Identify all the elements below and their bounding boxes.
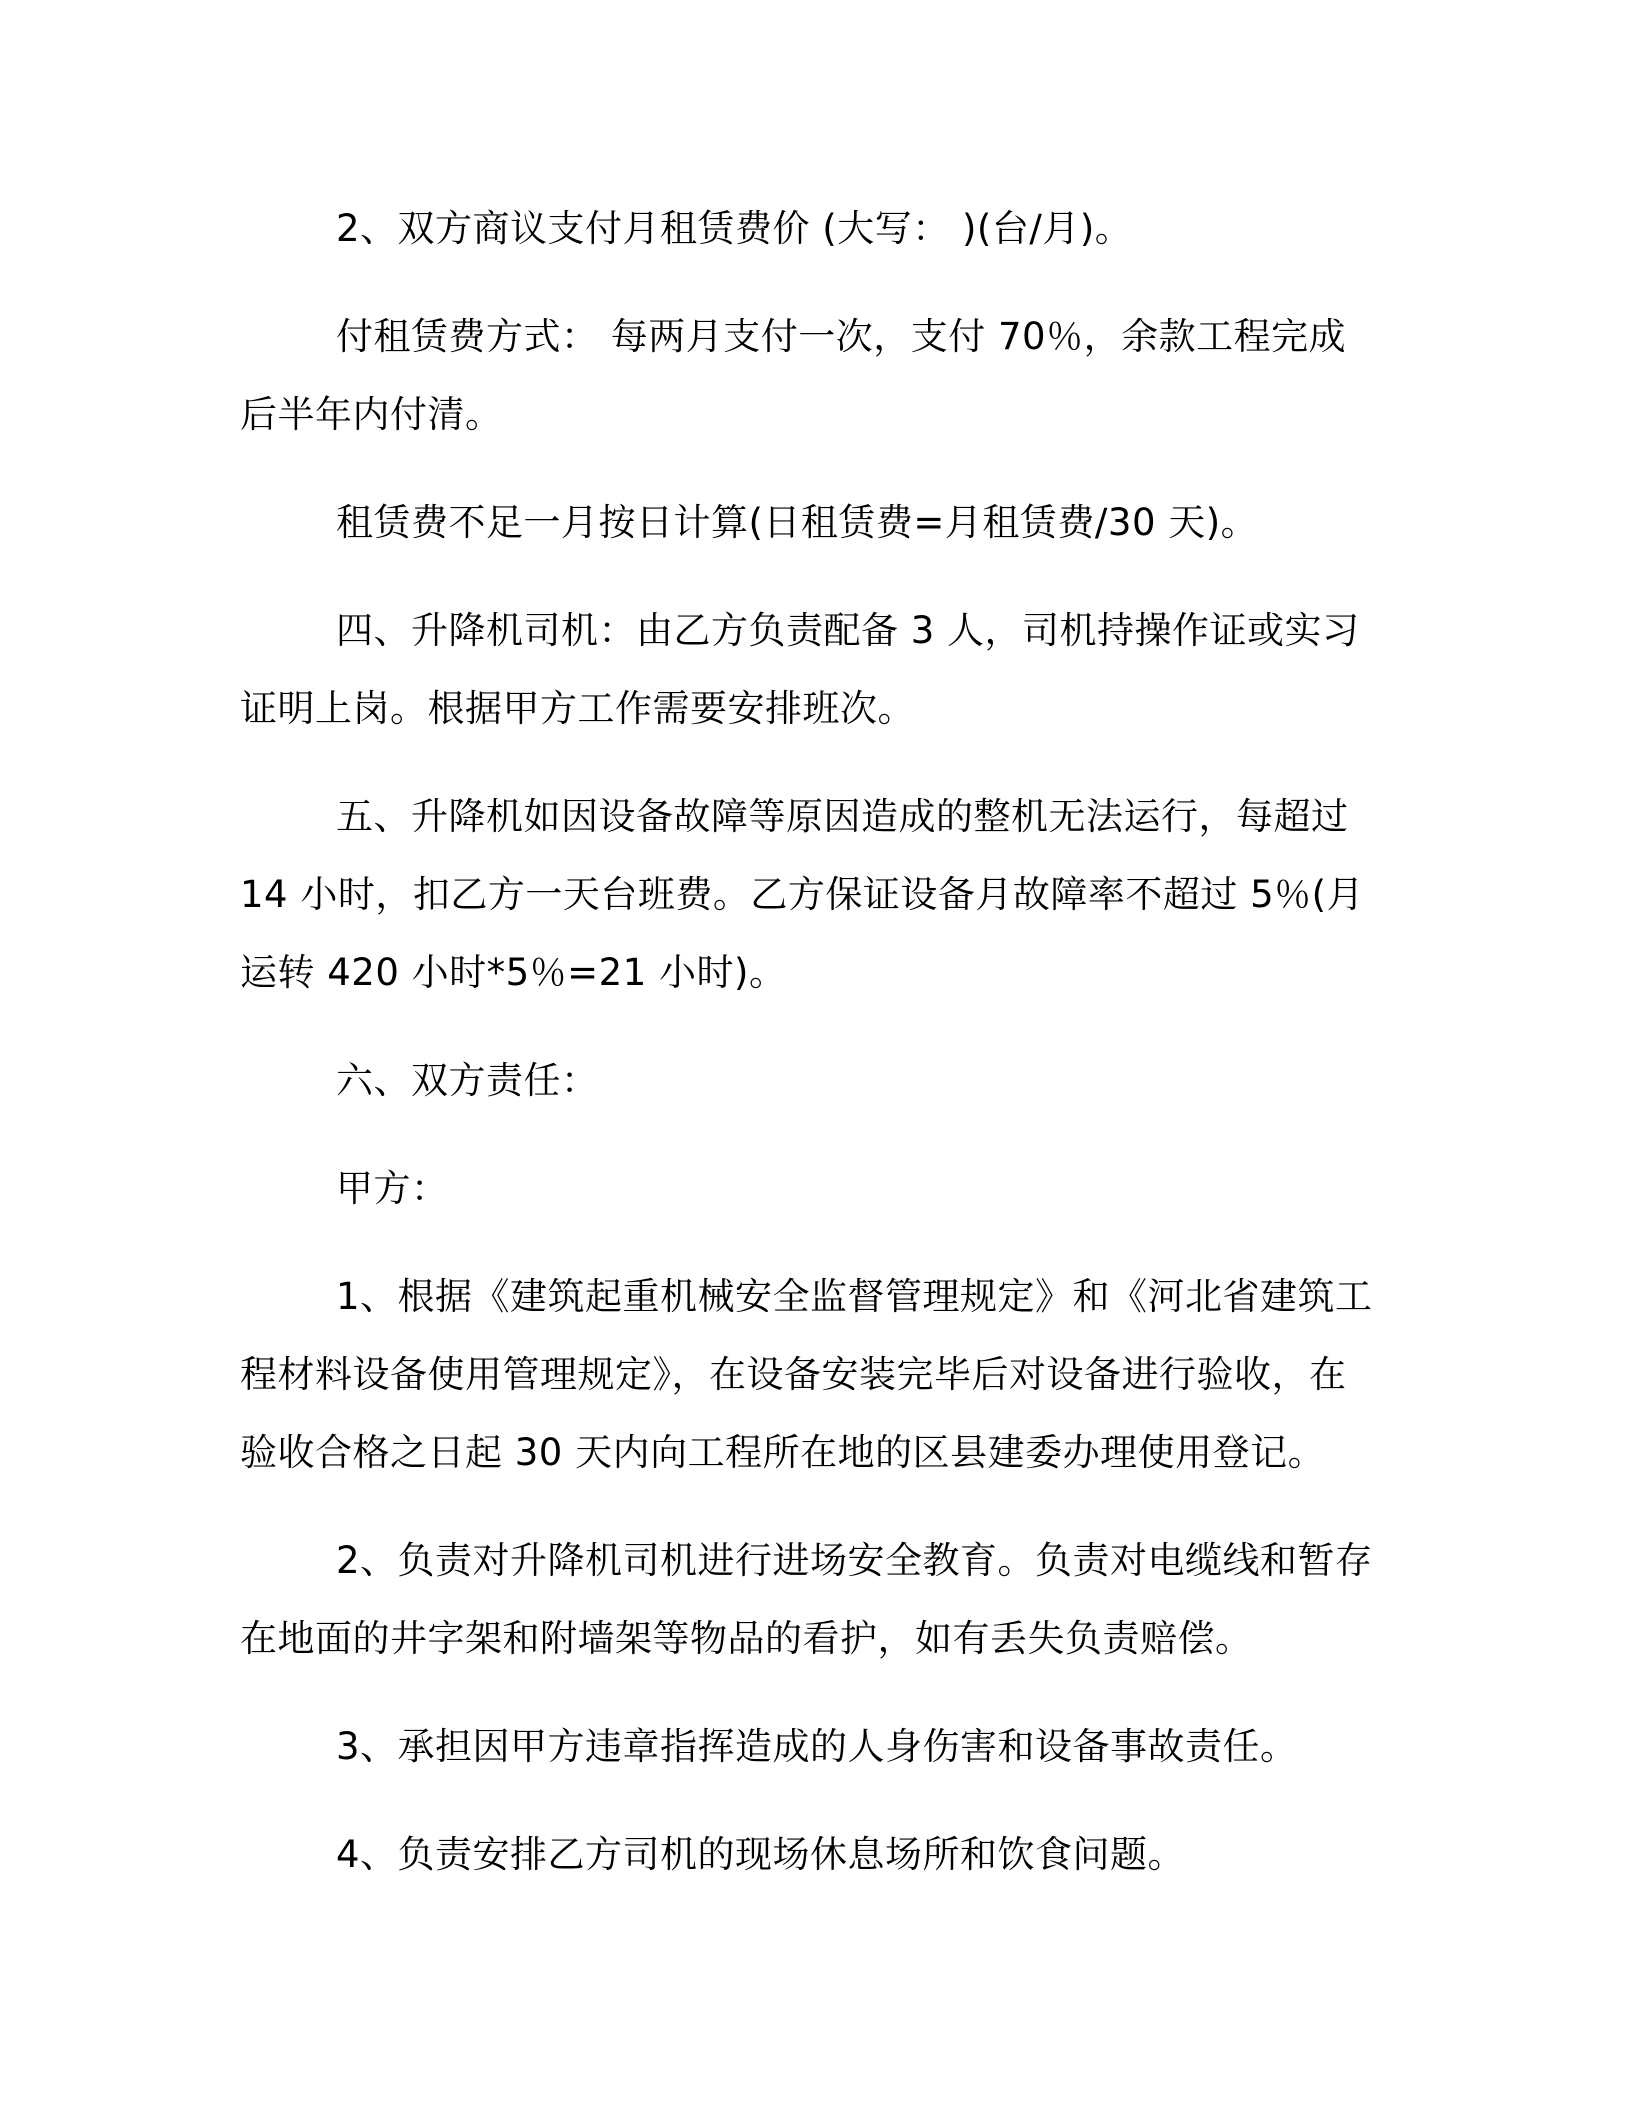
paragraph-rent-price: 2、双方商议支付月租赁费价 (大写： )(台/月)。 — [336, 207, 1133, 250]
paragraph-party-a-item-4: 4、负责安排乙方司机的现场休息场所和饮食问题。 — [336, 1833, 1186, 1876]
paragraph-daily-rent: 租赁费不足一月按日计算(日租赁费=月租赁费/30 天)。 — [336, 501, 1259, 544]
paragraph-equipment-failure: 五、升降机如因设备故障等原因造成的整机无法运行，每超过 14 小时，扣乙方一天台班费。乙方保证设备月故障率不超过 5％(月运转 420 小时*5％=21 小时)。 — [240, 795, 1365, 994]
document-body — [240, 190, 1380, 1924]
paragraph-responsibilities-heading: 六、双方责任： — [336, 1059, 599, 1102]
paragraph-elevator-driver: 四、升降机司机：由乙方负责配备 3 人，司机持操作证或实习证明上岗。根据甲方工作需要安排班次。 — [240, 609, 1360, 730]
paragraph-party-a-item-3: 3、承担因甲方违章指挥造成的人身伤害和设备事故责任。 — [336, 1725, 1298, 1768]
paragraph-party-a-item-2: 2、负责对升降机司机进行进场安全教育。负责对电缆线和暂存在地面的井字架和附墙架等物品的看护，如有丢失负责赔偿。 — [240, 1539, 1373, 1660]
paragraph-party-a-item-1: 1、根据《建筑起重机械安全监督管理规定》和《河北省建筑工程材料设备使用管理规定》，在设备安装完毕后对设备进行验收，在验收合格之日起 30 天内向工程所在地的区县建委办理使用登记。 — [240, 1275, 1373, 1474]
paragraph-payment-method: 付租赁费方式： 每两月支付一次，支付 70％，余款工程完成后半年内付清。 — [240, 315, 1347, 436]
paragraph-party-a-heading: 甲方： — [336, 1167, 449, 1210]
